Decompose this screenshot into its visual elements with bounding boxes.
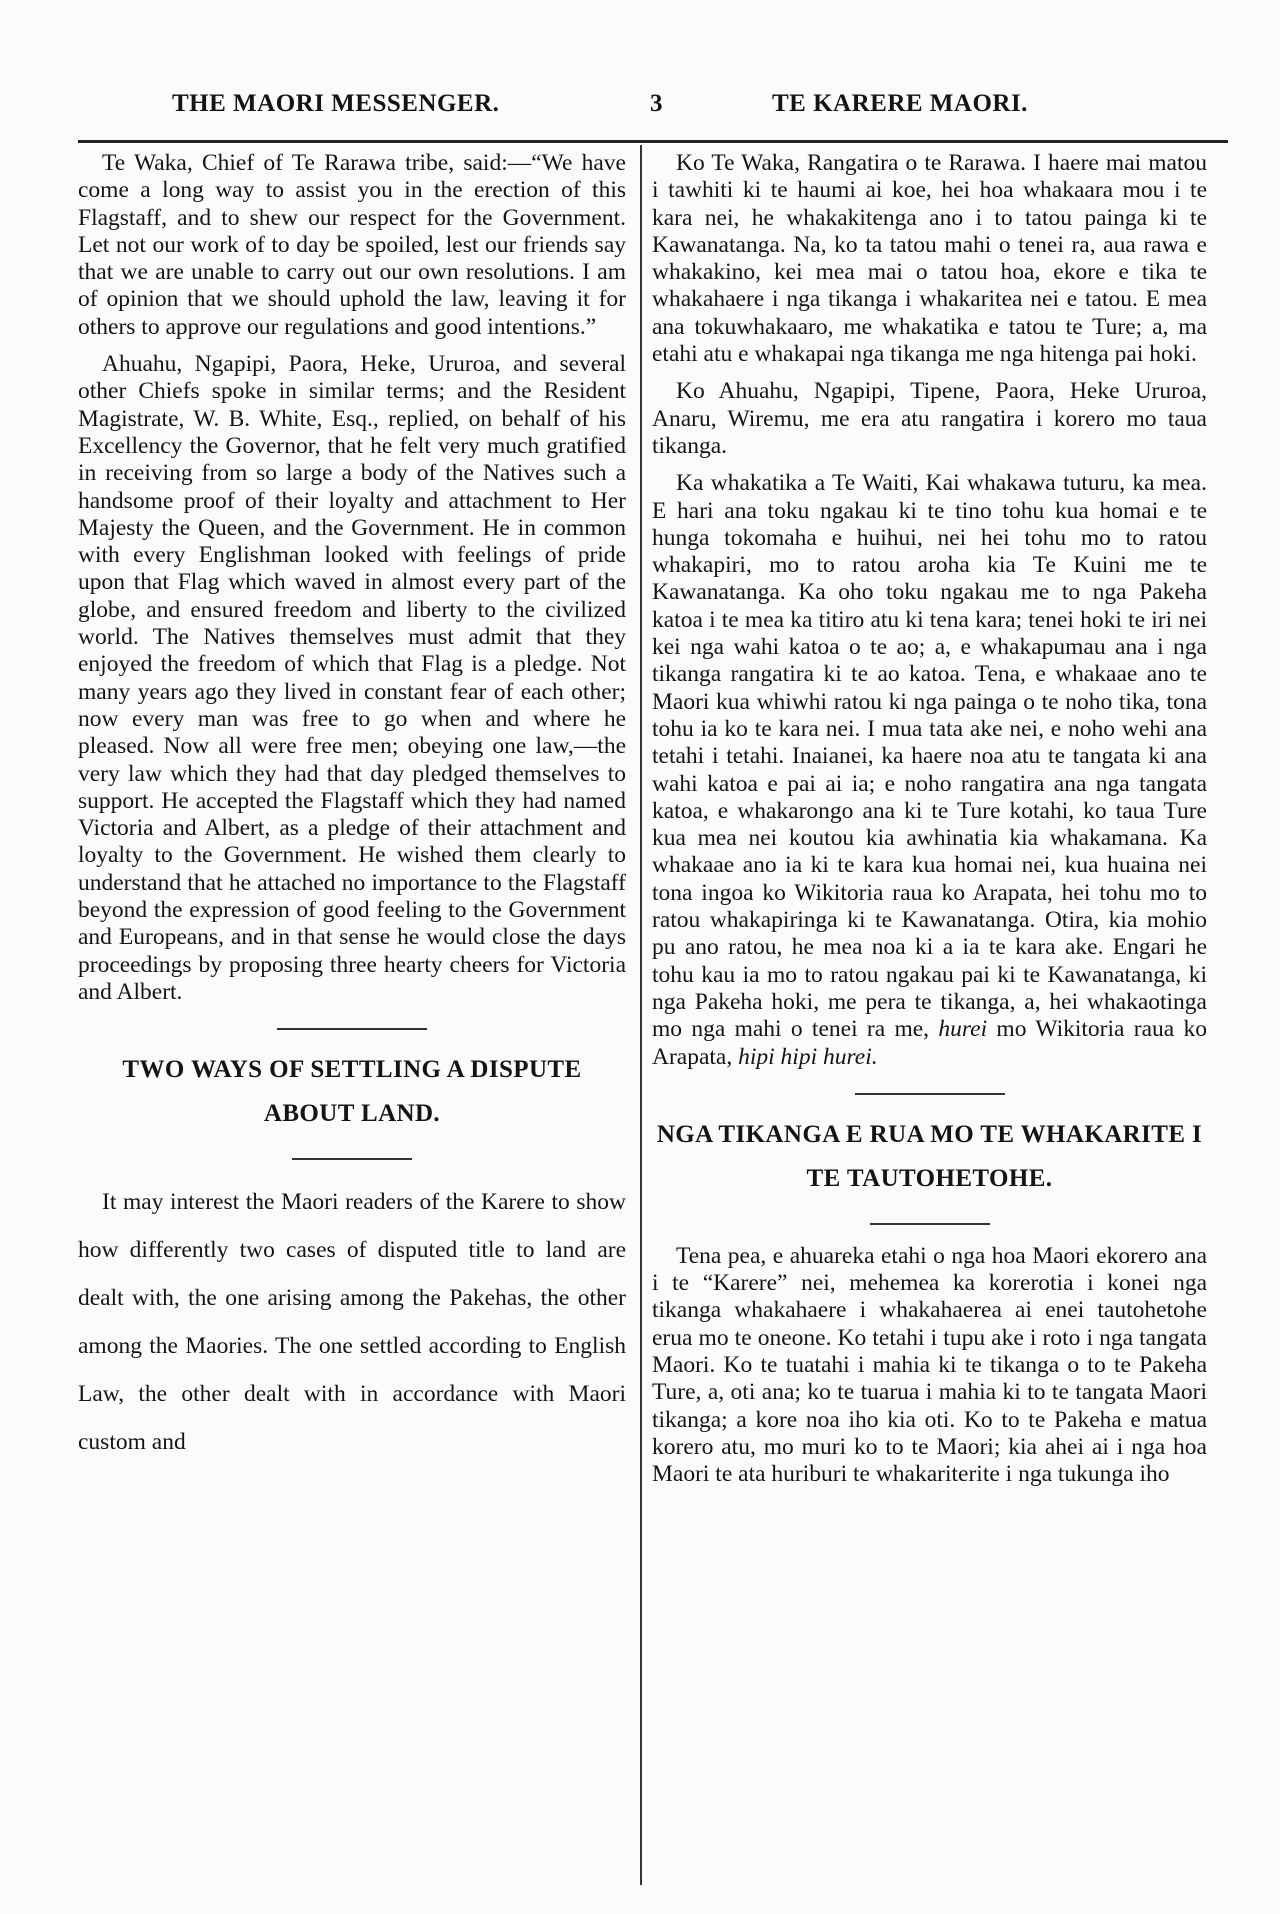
te-waka-speech: Te Waka, Chief of Te Rarawa tribe, said:—“We have come a long way to assist you in the erection of this Flagstaff, and to shew our respect for the Government. Let not our work of to day be spoiled, lest our friends say that we are unable to carry out our own resolutions. I am of opinion that we should uphold the law, leaving it for others to approve our regulations and good intentions.” <box>78 150 626 340</box>
land-dispute-intro: It may interest the Maori readers of the Karere to show how differently two cases of disputed title to land are dealt with, the one arising among the Pakehas, the other among the Maories. The one settled according to English Law, the other dealt with in accordance with Maori custom and <box>78 1189 626 1456</box>
magistrate-reply-text: Ka whakatika a Te Waiti, Kai whakawa tuturu, ka mea. E hari ana toku ngakau ki te tino tohu kua homai e te hunga tokomaha e huihui, nei hei tohu mo to ratou whakapiri, mo to ratou aroha kia Te Kuini me te Kawanatanga. Ka oho toku ngakau me to nga Pakeha katoa i te mea ka titiro atu ki tena kara; tenei hoki te iri nei kei nga wahi katoa o te ao; a, e whakapumau ana i nga tikanga rangatira ki te ao katoa. Tena, e whakaae ano te Maori kua whiwhi ratou ki nga painga o te noho tika, tona tohu ia ko te kara nei. I mua tata ake nei, e noho wehi ana tetahi i tetahi. Inaianei, ka haere noa atu te tangata ki ana wahi katoa e pai ai ia; e noho rangatira ana nga tangata katoa, e whakarongo ana ki te Ture kotahi, ko taua Ture kua mea nei koutou kia awhinatia kia whakamana. Ka whakaae ano ia ki te kara kua homai nei, kua huaina nei tona ingoa ko Wikitoria raua ko Arapata, hei tohu mo to ratou whakapiringa ki te Kawanatanga. Otira, kia mohio pu ano ratou, he mea noa ki a ia te kara ake. Engari he tohu kau ia mo to ratou ngakau pai ki te Kawanatanga, ki nga Pakeha hoki, me pera te tikanga, a, hei whakaotinga mo nga mahi o tenei ra me, <box>652 470 1207 1043</box>
chiefs-paragraph-maori: Ko Ahuahu, Ngapipi, Tipene, Paora, Heke Ururoa, Anaru, Wiremu, me era atu rangatira i korero mo taua tikanga. <box>652 378 1207 459</box>
column-divider <box>640 145 642 1885</box>
cheer-hipi: hipi hipi hurei. <box>738 1043 878 1070</box>
heading-divider <box>292 1158 412 1160</box>
heading-divider-maori <box>870 1223 990 1225</box>
cheer-hurei: hurei <box>938 1016 988 1043</box>
article-heading-maori: NGA TIKANGA E RUA MO TE WHAKARITE I TE TAUTOHETOHE. <box>656 1120 1203 1192</box>
page-number: 3 <box>650 90 663 117</box>
maori-column <box>652 150 1207 1498</box>
page-header <box>0 90 1280 130</box>
te-waka-speech-maori: Ko Te Waka, Rangatira o te Rarawa. I haere mai matou i tawhiti ki te haumi ai koe, hei hoa whakaara mou i te kara nei, he whakakitenga ano i to tatou painga ki te Kawanatanga. Na, ko ta tatou mahi o tenei ra, aua rawa e whakakino, kei mea mai o tatou hoa, ekore e tika te whakahaere i nga tikanga i whakaritea nei e tatou. E mea ana tokuwhakaaro, me whakatika e tatou te Ture; a, ma etahi atu e whakapai nga tikanga me nga hitenga pai hoki. <box>652 150 1207 368</box>
cheer-joiner: mo Wikitoria raua ko Arapata, <box>652 1016 1207 1070</box>
land-dispute-intro-maori: Tena pea, e ahuareka etahi o nga hoa Maori ekorero ana i te “Karere” nei, mehemea ka korerotia i konei nga tikanga whakahaere i whakahaerea ai enei tautohetohe erua mo te oneone. Ko tetahi i tupu ake i roto i nga tangata Maori. Ko te tuatahi i mahia ki te tikanga o to te Pakeha Ture, a, oti ana; ko te tuarua i mahia ki to te tangata Maori tikanga; a kore noa iho kia oti. Ko to te Pakeha e matua korero atu, mo muri ko to te Maori; kia ahei ai i nga hoa Maori te ata huriburi te whakariterite i nga tukunga iho <box>652 1242 1207 1488</box>
header-right-title: TE KARERE MAORI. <box>772 90 1028 117</box>
header-rule <box>78 140 1228 143</box>
chiefs-and-magistrate-paragraph: Ahuahu, Ngapipi, Paora, Heke, Ururoa, and several other Chiefs spoke in similar terms; and the Resident Magistrate, W. B. White, Esq., replied, on behalf of his Excellency the Governor, that he felt very much gratified in receiving from so large a body of the Natives such a handsome proof of their loyalty and attachment to Her Majesty the Queen, and the Government. He in common with every Englishman looked with feelings of pride upon that Flag which waved in almost every part of the globe, and ensured freedom and liberty to the civilized world. The Natives themselves must admit that they enjoyed the freedom of which that Flag is a pledge. Not many years ago they lived in constant fear of each other; now every man was free to go when and where he pleased. Now all were free men; obeying one law,—the very law which they had that day pledged themselves to support. He accepted the Flagstaff which they had named Victoria and Albert, as a pledge of their attachment and loyalty to the Government. He wished them clearly to understand that he attached no importance to the Flagstaff beyond the expression of good feeling to the Government and Europeans, and in that sense he would close the days proceedings by proposing three hearty cheers for Victoria and Albert. <box>78 351 626 1005</box>
section-divider <box>277 1028 427 1030</box>
magistrate-reply-maori <box>652 470 1207 1071</box>
header-left-title: THE MAORI MESSENGER. <box>172 90 500 117</box>
english-column <box>78 150 626 1476</box>
article-heading-english: TWO WAYS OF SETTLING A DISPUTE ABOUT LAND. <box>122 1056 582 1128</box>
section-divider-maori <box>855 1093 1005 1095</box>
